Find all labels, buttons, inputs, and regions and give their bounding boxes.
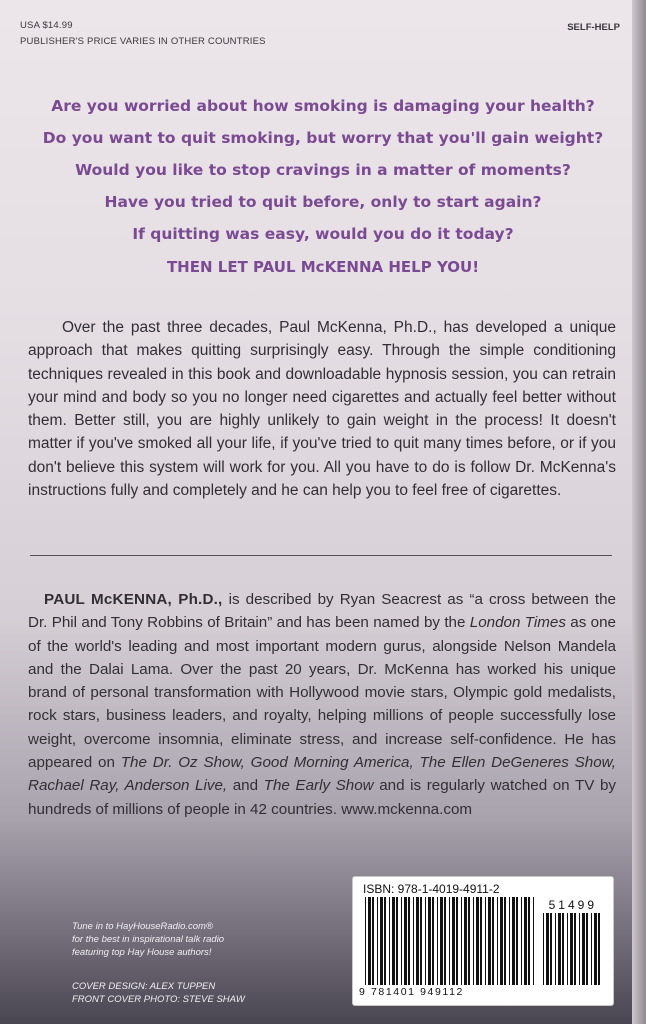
bio-text-4: and is regularly watched on TV by hundreds of millions of people in 42 countries. www.mckenna.com [28,777,616,818]
barcode-bar [413,897,414,985]
barcode-bar [512,897,515,985]
barcode-panel [352,876,614,1006]
barcode-bar [485,897,486,985]
barcode-bar [586,913,588,985]
barcode-bar [488,897,491,985]
question-4: Have you tried to quit before, only to start again? [104,193,542,211]
barcode-bar [456,897,458,985]
radio-promo-line-3: featuring top Hay House authors! [72,947,212,958]
barcode-bar [524,897,527,985]
author-name: PAUL McKENNA, Ph.D., [44,591,223,608]
barcode-bar [562,913,564,985]
isbn-barcode [365,897,537,985]
barcode-bar [591,913,592,985]
barcode-bar [444,897,446,985]
barcode-bar [401,897,402,985]
bio-text-3: and [227,777,264,795]
barcode-bar [449,897,450,985]
barcode-bar [432,897,434,985]
barcode-bar [408,897,410,985]
barcode-bar [550,913,552,985]
barcode-bar [464,897,467,985]
bio-text-2: as one of the world's leading and most important modern gurus, alongside Nelson Mandela and the Dalai Lama. Over the past 20 years, Dr. McKenna has worked his unique brand of personal transformation with Hollywood movie stars, Olympic gold medalists, rock stars, business leaders, and royalty, helping millions of people successfully lose weight, overcome insomnia, eliminate stress, and increase self-confidence. He has appeared on [28,614,616,772]
barcode-bar [428,897,431,985]
barcode-bar [579,913,580,985]
barcode-bar [437,897,438,985]
barcode-bar [476,897,479,985]
price-block [20,18,266,50]
barcode-bar [555,913,556,985]
cover-credits [72,980,245,1006]
barcode-bar [500,897,503,985]
barcode-bar [389,897,390,985]
barcode-bar [372,897,374,985]
question-5: If quitting was easy, would you do it today? [132,225,514,243]
barcode-bar [497,897,498,985]
isbn-label: ISBN: 978-1-4019-4911-2 [363,882,500,896]
barcode-digits: 9 781401 949112 [359,986,464,998]
barcode-bar [533,897,534,985]
barcode-bar [377,897,378,985]
barcode-bar [558,913,561,985]
barcode-bar [425,897,426,985]
author-bio [28,588,616,821]
radio-promo-line-1: Tune in to HayHouseRadio.com® [72,921,213,932]
front-photo-credit: FRONT COVER PHOTO: STEVE SHAW [72,994,245,1005]
price-barcode [543,913,603,985]
barcode-bar [384,897,386,985]
barcode-bar [480,897,482,985]
barcode-bar [504,897,506,985]
barcode-bar [570,913,573,985]
bio-text-1: is described by Ryan Seacrest as “a cross between the Dr. Phil and Tony Robbins of Britain” and has been named by the [28,591,617,632]
barcode-bar [574,913,576,985]
price-label: USA $14.99 [20,20,73,31]
barcode-bar [492,897,494,985]
barcode-bar [598,913,600,985]
barcode-bar [528,897,530,985]
barcode-bar [594,913,597,985]
question-3: Would you like to stop cravings in a matter of moments? [75,161,571,179]
barcode-bar [392,897,395,985]
bio-publication: London Times [469,614,566,632]
barcode-bar [396,897,398,985]
barcode-bar [368,897,371,985]
barcode-bar [416,897,419,985]
barcode-bar [420,897,422,985]
barcode-bar [404,897,407,985]
barcode-bar [516,897,518,985]
radio-promo [72,920,224,959]
barcode-bar [543,913,544,985]
divider-line [30,555,612,556]
barcode-bar [509,897,510,985]
barcode-bar [380,897,383,985]
price-code: 51499 [548,898,597,912]
price-note: PUBLISHER'S PRICE VARIES IN OTHER COUNTRIES [20,36,266,47]
barcode-bar [365,897,366,985]
question-2: Do you want to quit smoking, but worry that you'll gain weight? [42,129,604,147]
cover-design-credit: COVER DESIGN: ALEX TUPPEN [72,981,216,992]
radio-promo-line-2: for the best in inspirational talk radio [72,934,225,945]
barcode-bar [582,913,585,985]
barcode-bar [440,897,443,985]
barcode-bar [546,913,549,985]
barcode-bar [468,897,470,985]
barcode-bar [567,913,568,985]
book-description: Over the past three decades, Paul McKenna, Ph.D., has developed a unique approach that makes quitting surprisingly easy. Through the simple conditioning techniques revealed in this book and downloadable hypnosis session, you can retrain your mind and body so you no longer need cigarettes and actually feel better without them. Better still, you are highly unlikely to gain weight in the process! It doesn't matter if you've smoked all your life, if you've tried to quit many times before, or if you don't believe this system will work for you. All you have to do is follow Dr. McKenna's instructions fully and completely and he can help you to feel free of cigarettes. [28,319,616,500]
barcode-bar [473,897,474,985]
barcode-bar [521,897,522,985]
barcode-bar [461,897,462,985]
question-list [0,90,646,250]
category-label: SELF-HELP [567,22,620,33]
question-1: Are you worried about how smoking is damaging your health? [51,97,595,115]
call-to-action: THEN LET PAUL McKENNA HELP YOU! [166,258,480,276]
bio-shows: The Dr. Oz Show, Good Morning America, The Ellen DeGeneres Show, Rachael Ray, Anderson Live, [28,754,616,795]
bio-show-early: The Early Show [263,777,374,795]
barcode-bar [452,897,455,985]
